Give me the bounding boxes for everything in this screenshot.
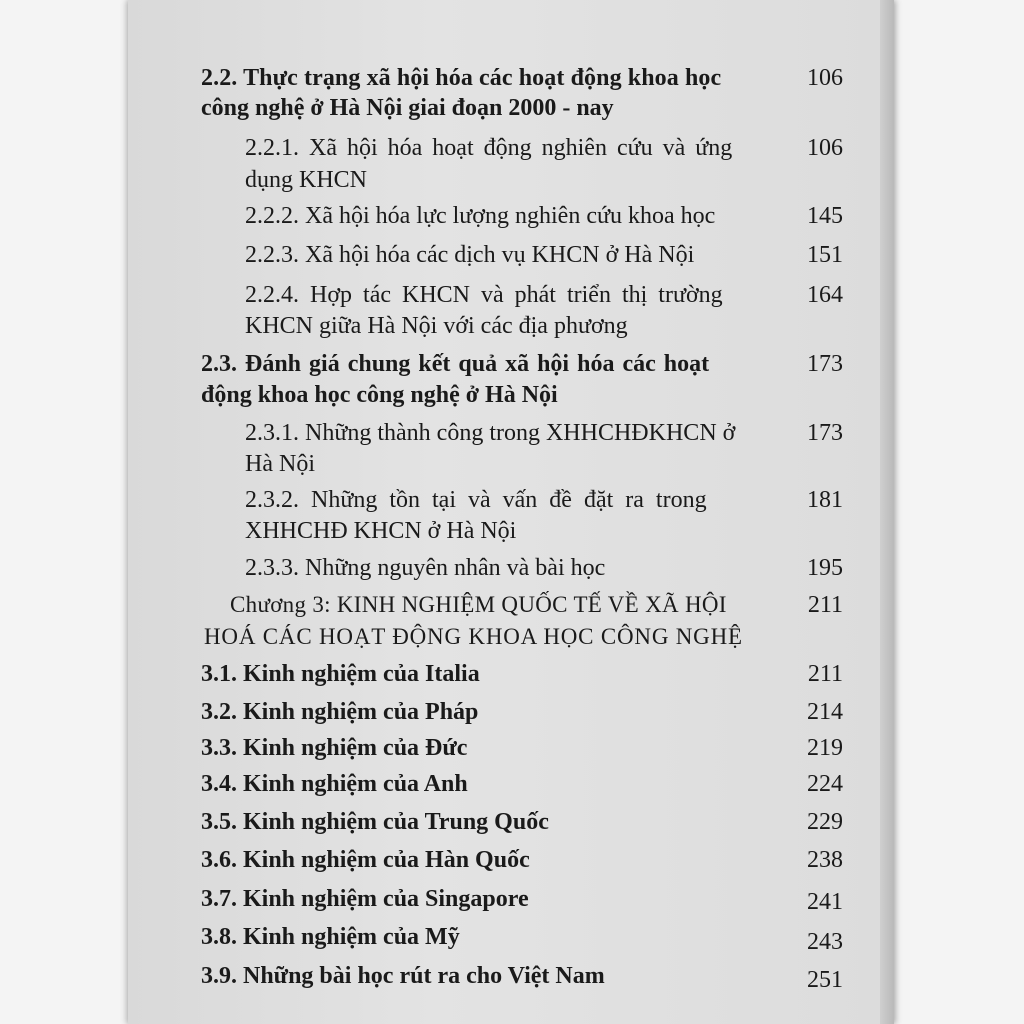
toc-page-number: 241 (807, 889, 843, 915)
toc-entry-3-6: 3.6. Kinh nghiệm của Hàn Quốc (201, 847, 530, 873)
toc-entry-2-2-1 (245, 134, 773, 162)
toc-entry-3-5: 3.5. Kinh nghiệm của Trung Quốc (201, 809, 549, 835)
toc-page-number: 164 (807, 282, 843, 308)
toc-entry-2-3 (201, 350, 709, 378)
toc-page-number: 219 (807, 735, 843, 761)
toc-page-number: 106 (807, 135, 843, 161)
toc-entry-2-3-1: 2.3.1. Những thành công trong XHHCHĐKHCN ở (245, 420, 736, 446)
toc-entry-3-2: 3.2. Kinh nghiệm của Pháp (201, 699, 479, 725)
toc-page-number: 151 (807, 242, 843, 268)
toc-entry-3-1: 3.1. Kinh nghiệm của Italia (201, 661, 480, 687)
toc-entry-title-line1: 2.2.4. Hợp tác KHCN và phát triển thị trường (245, 282, 723, 308)
toc-entry-title-line1: 2.2.1. Xã hội hóa hoạt động nghiên cứu và ứng (245, 135, 733, 161)
toc-page-number: 173 (807, 420, 843, 446)
toc-entry-title-line2: động khoa học công nghệ ở Hà Nội (201, 382, 558, 408)
toc-entry-2-2 (201, 64, 773, 92)
toc-entry-title-line1: 2.2. Thực trạng xã hội hóa các hoạt động khoa học (201, 65, 722, 91)
toc-entry-2-2-3: 2.2.3. Xã hội hóa các dịch vụ KHCN ở Hà Nội (245, 242, 695, 268)
toc-entry-2-2-2: 2.2.2. Xã hội hóa lực lượng nghiên cứu khoa học (245, 203, 716, 229)
toc-page-number: 251 (807, 967, 843, 993)
toc-entry-title-line2: Hà Nội (245, 451, 315, 477)
toc-entry-title-line2: công nghệ ở Hà Nội giai đoạn 2000 - nay (201, 95, 614, 121)
toc-entry-2-3-2 (245, 486, 707, 514)
toc-entry-title-line1: 2.3. Đánh giá chung kết quả xã hội hóa các hoạt (201, 351, 710, 377)
toc-page-number: 195 (807, 555, 843, 581)
toc-entry-title-line2: XHHCHĐ KHCN ở Hà Nội (245, 518, 517, 544)
toc-entry-3-9: 3.9. Những bài học rút ra cho Việt Nam (201, 963, 605, 989)
toc-page-number: 173 (807, 351, 843, 377)
toc-page-number: 181 (807, 487, 843, 513)
toc-page-number: 106 (807, 65, 843, 91)
toc-page-number: 214 (807, 699, 843, 725)
toc-page-number: 145 (807, 203, 843, 229)
toc-page-number: 211 (807, 592, 843, 618)
toc-page-number: 238 (807, 847, 843, 873)
toc-page-number: 211 (807, 661, 843, 687)
toc-entry-3-3: 3.3. Kinh nghiệm của Đức (201, 735, 468, 761)
chapter-heading-line1: Chương 3: KINH NGHIỆM QUỐC TẾ VỀ XÃ HỘI (230, 592, 727, 617)
toc-entry-3-7: 3.7. Kinh nghiệm của Singapore (201, 886, 529, 912)
toc-page-number: 224 (807, 771, 843, 797)
toc-page-number: 229 (807, 809, 843, 835)
chapter-heading-line2: HOÁ CÁC HOẠT ĐỘNG KHOA HỌC CÔNG NGHỆ (204, 624, 743, 649)
toc-entry-3-8: 3.8. Kinh nghiệm của Mỹ (201, 924, 460, 950)
toc-entry-title-line2: dụng KHCN (245, 167, 368, 193)
toc-page-number: 243 (807, 929, 843, 955)
toc-entry-title-line2: KHCN giữa Hà Nội với các địa phương (245, 313, 628, 339)
toc-entry-3-4: 3.4. Kinh nghiệm của Anh (201, 771, 468, 797)
toc-entry-2-3-3: 2.3.3. Những nguyên nhân và bài học (245, 555, 606, 581)
toc-entry-2-2-4 (245, 281, 773, 309)
toc-entry-title-line1: 2.3.2. Những tồn tại và vấn đề đặt ra trong (245, 487, 707, 513)
